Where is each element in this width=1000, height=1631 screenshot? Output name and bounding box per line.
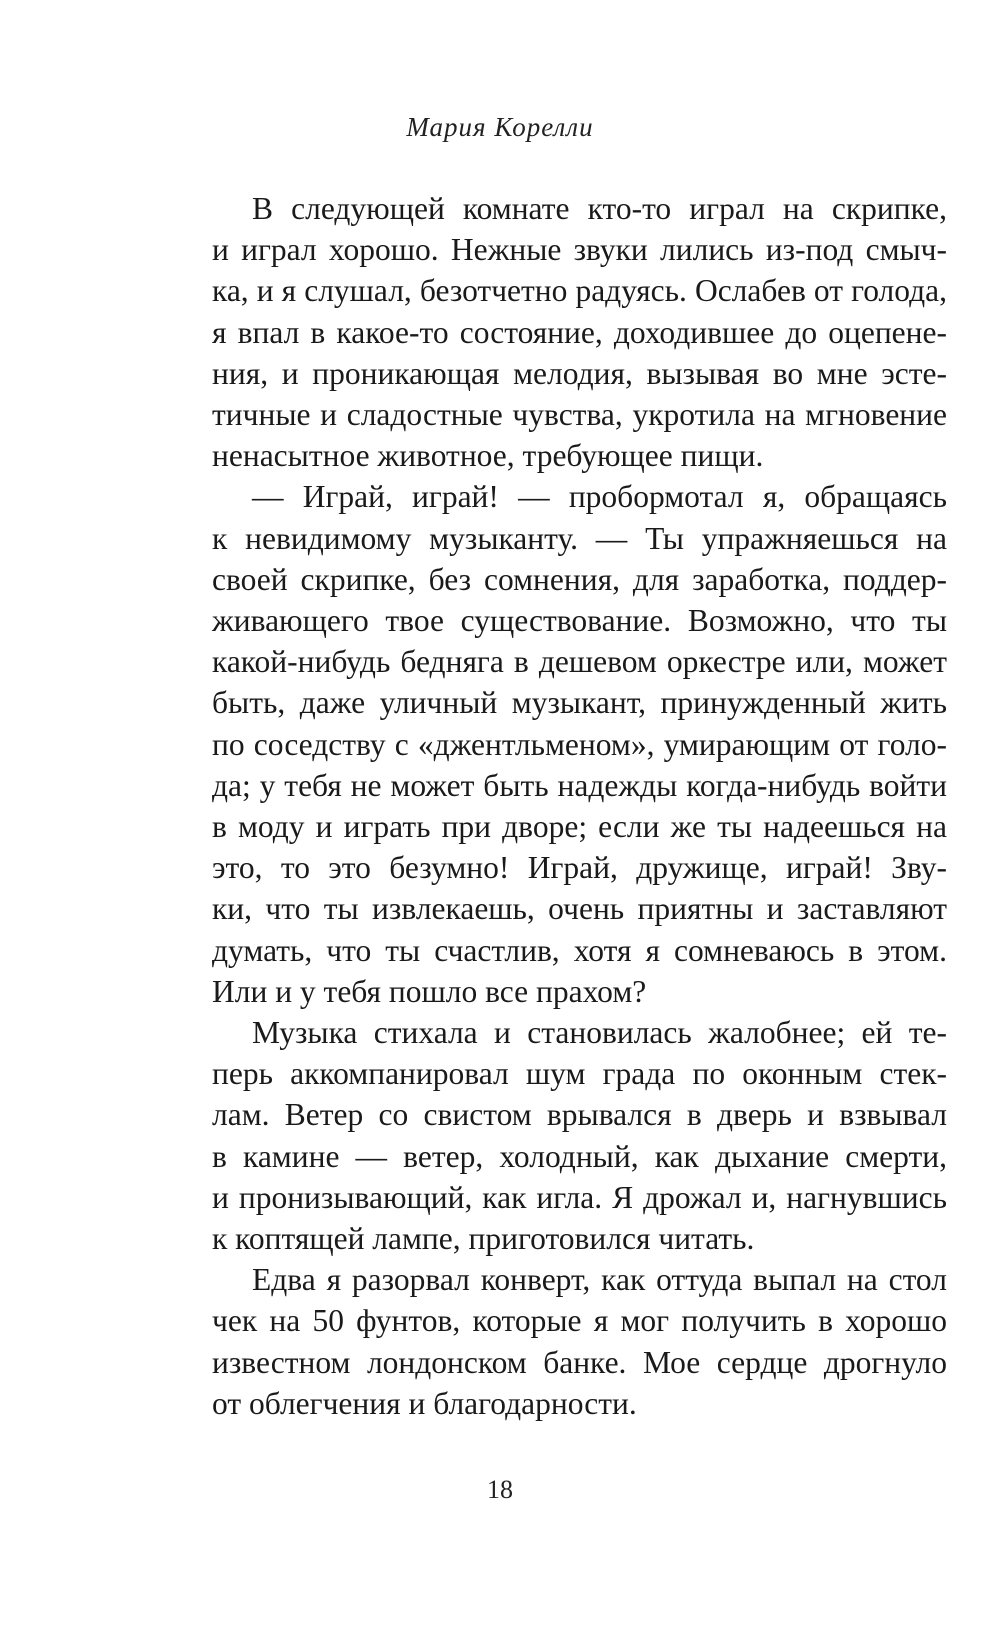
text-line: это, то это безумно! Играй, дружище, играй! Зву- <box>212 850 947 886</box>
text-line: ка, и я слушал, безотчетно радуясь. Ослабев от голода, <box>212 273 947 309</box>
text-line: Музыка стихала и становилась жалобнее; ей те- <box>252 1015 947 1051</box>
text-line: и пронизывающий, как игла. Я дрожал и, нагнувшись <box>212 1179 947 1215</box>
page-number: 18 <box>487 1475 513 1504</box>
text-line: от облегчения и благодарности. <box>212 1385 637 1421</box>
text-line: к невидимому музыканту. — Ты упражняешься на <box>212 520 947 556</box>
text-line: и играл хорошо. Нежные звуки лились из-под смыч- <box>212 232 947 268</box>
text-line: да; у тебя не может быть надежды когда-нибудь войти <box>212 767 947 803</box>
text-line: своей скрипке, без сомнения, для заработка, поддер- <box>212 561 947 597</box>
text-line: по соседству с «джентльменом», умирающим от голо- <box>212 726 947 762</box>
text-line: живающего твое существование. Возможно, что ты <box>212 603 947 639</box>
text-line: — Играй, играй! — пробормотал я, обращаясь <box>252 479 947 515</box>
text-line: известном лондонском банке. Мое сердце дрогнуло <box>212 1344 947 1380</box>
paragraph-4 <box>172 1259 947 1424</box>
paragraph-3 <box>172 1012 947 1259</box>
text-line: тичные и сладостные чувства, укротила на мгновение <box>212 397 947 433</box>
text-line: Или и у тебя пошло все прахом? <box>212 973 647 1009</box>
text-line: я впал в какое-то состояние, доходившее до оцепене- <box>212 314 947 350</box>
text-line: ния, и проникающая мелодия, вызывая во мне эсте- <box>212 355 947 391</box>
text-line: быть, даже уличный музыкант, принужденный жить <box>212 685 947 721</box>
text-line: в моду и играть при дворе; если же ты надеешься на <box>212 809 947 845</box>
text-line: какой-нибудь бедняга в дешевом оркестре или, может <box>212 644 947 680</box>
text-line: в камине — ветер, холодный, как дыхание смерти, <box>212 1138 947 1174</box>
text-line: к коптящей лампе, приготовился читать. <box>212 1221 755 1257</box>
paragraph-1 <box>172 188 947 476</box>
text-line: чек на 50 фунтов, которые я мог получить в хорошо <box>212 1303 947 1339</box>
text-line: ки, что ты извлекаешь, очень приятны и заставляют <box>212 891 947 927</box>
text-line: думать, что ты счастлив, хотя я сомневаюсь в этом. <box>212 932 947 968</box>
running-head: Мария Корелли <box>406 112 594 142</box>
text-line: В следующей комнате кто-то играл на скрипке, <box>252 191 947 226</box>
text-line: ненасытное животное, требующее пищи. <box>212 438 764 474</box>
text-line: Едва я разорвал конверт, как оттуда выпал на стол <box>252 1262 947 1298</box>
text-line: перь аккомпанировал шум града по оконным стек- <box>212 1056 947 1092</box>
text-line: лам. Ветер со свистом врывался в дверь и взвывал <box>212 1097 947 1133</box>
body-text <box>172 188 947 1424</box>
paragraph-2 <box>172 476 947 1012</box>
